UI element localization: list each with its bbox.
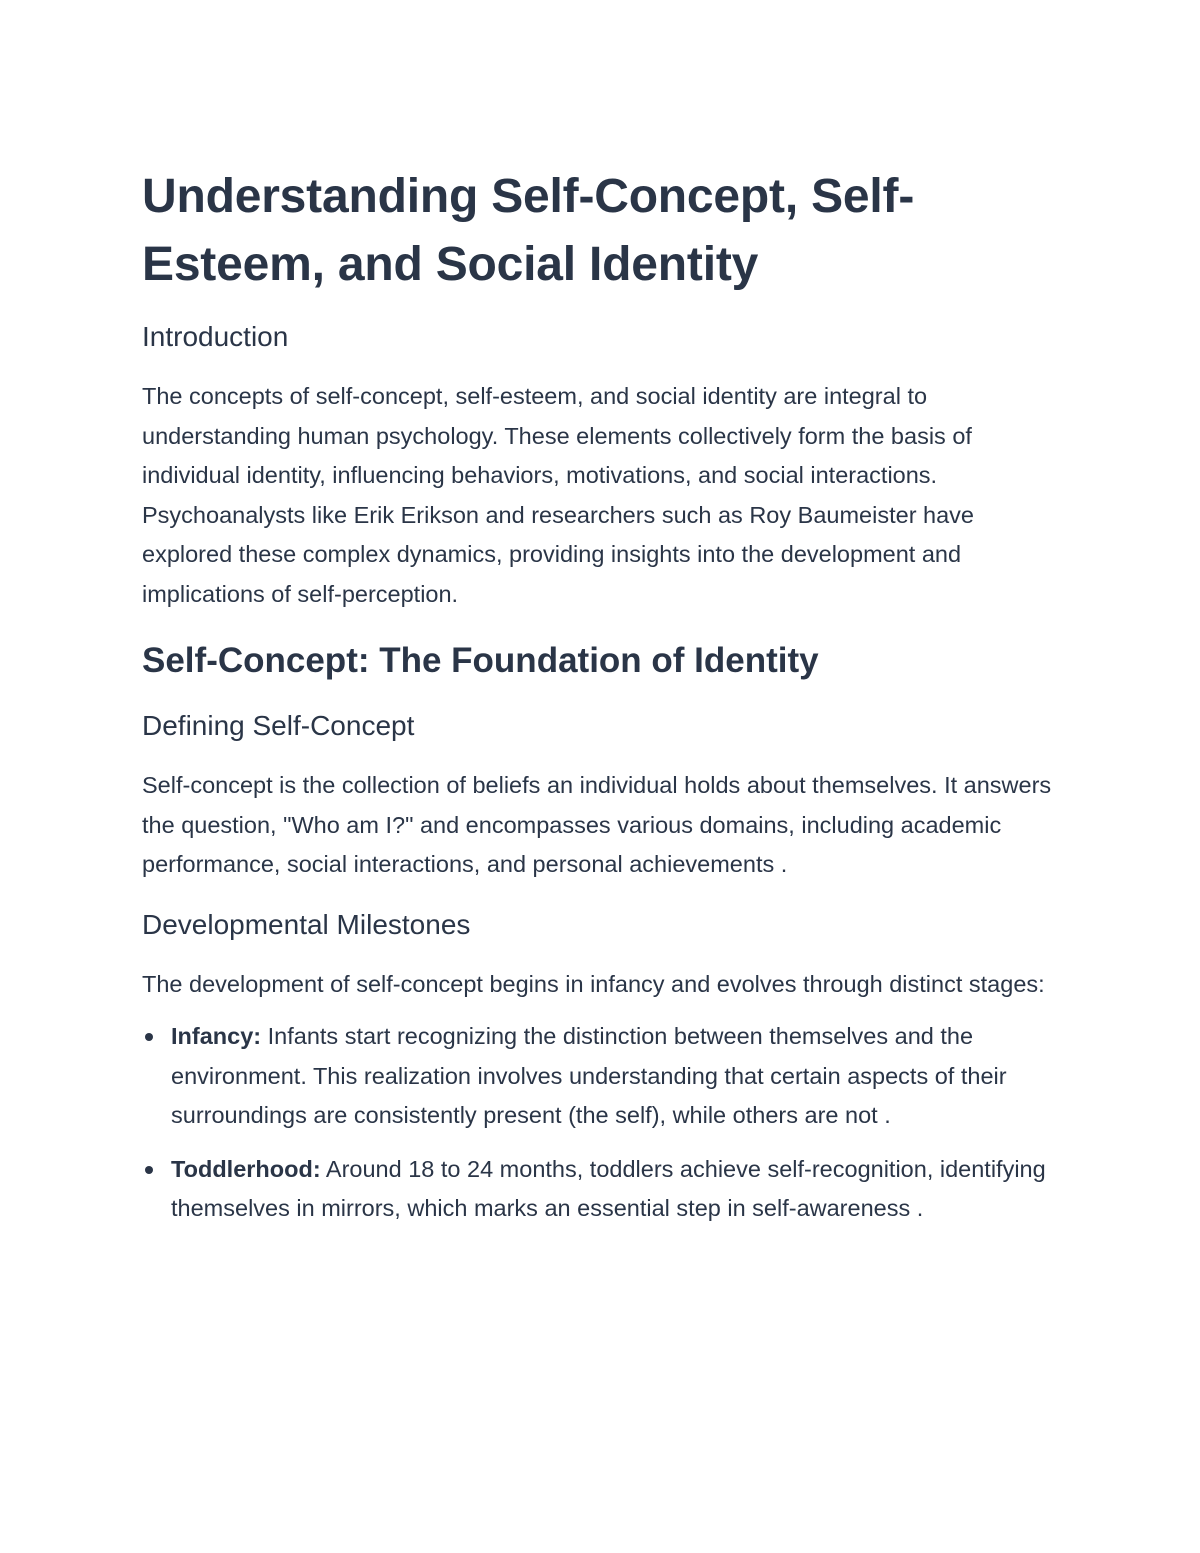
developmental-milestones-paragraph: The development of self-concept begins in infancy and evolves through distinct stages: (142, 970, 1045, 997)
defining-self-concept-paragraph: Self-concept is the collection of beliefs an individual holds about themselves. It answers the question, "Who am I?" and encompasses various domains, including academic performance, social interactions, and personal achievements . (142, 772, 1052, 877)
introduction-paragraph: The concepts of self-concept, self-esteem, and social identity are integral to understanding human psychology. These elements collectively form the basis of individual identity, influencing behaviors, motivations, and social interactions. Psychoanalysts like Erik Erikson and researchers such as Roy Baumeister have explored these complex dynamics, providing insights into the development and implications of self-perception. (142, 383, 975, 607)
introduction-heading: Introduction (142, 321, 289, 352)
list-item-term: Infancy: (171, 1023, 262, 1049)
list-item (142, 1150, 1058, 1229)
page-title: Understanding Self-Concept, Self-Esteem, and Social Identity (142, 170, 915, 291)
bullet-icon (145, 1033, 153, 1041)
list-item-text: Around 18 to 24 months, toddlers achieve self-recognition, identifying themselves in mirrors, which marks an essential step in self-awareness . (171, 1155, 1046, 1221)
list-item (142, 1017, 1058, 1136)
developmental-milestones-heading: Developmental Milestones (142, 908, 471, 940)
milestones-list (142, 1017, 1058, 1229)
self-concept-section-heading: Self-Concept: The Foundation of Identity (142, 641, 819, 680)
defining-self-concept-heading: Defining Self-Concept (142, 710, 415, 741)
list-item-text: Infants start recognizing the distinction between themselves and the environment. This realization involves understanding that certain aspects of their surroundings are consistently present (the self), while others are not . (171, 1023, 1007, 1128)
list-item-term: Toddlerhood: (171, 1155, 321, 1182)
bullet-icon (145, 1166, 153, 1174)
